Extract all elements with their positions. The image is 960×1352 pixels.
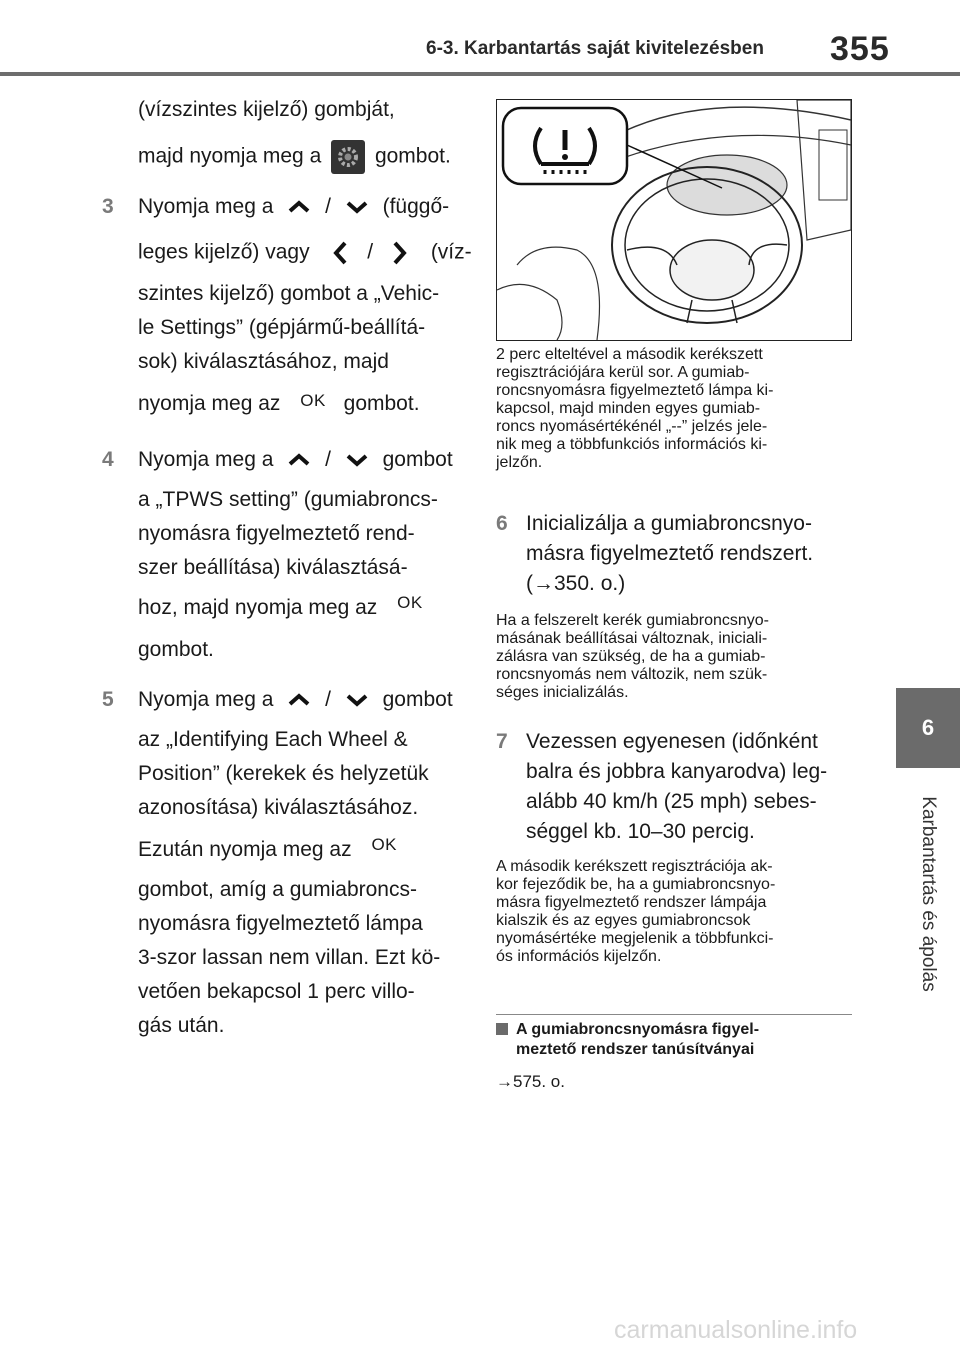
note-line: kialszik és az egyes gumiabroncsok [496,912,751,929]
intro-line-2 [138,140,451,174]
step-6-number: 6 [496,512,508,535]
step-4-line-6: gombot. [138,638,214,661]
step-4-line-1-tail: gombot [382,448,453,471]
caption-line: jelzőn. [496,454,543,471]
note-line: nyomásértéke megjelenik a többfunkci- [496,930,774,947]
step-3-line-3: szintes kijelző) gombot a „Vehic- [138,282,440,305]
step-6-line-2: másra figyelmeztető rendszert. [526,542,814,565]
note-line: A második kerékszett regisztrációja ak- [496,858,773,875]
step-5-line-1 [138,688,453,712]
chevron-right-icon [387,240,411,266]
certificate-reference[interactable]: →575. o. [496,1072,565,1091]
note-line: ós információs kijelzőn. [496,948,662,965]
section-title: 6-3. Karbantartás saját kivitelezésben [426,38,764,59]
step-6-note [496,612,856,702]
step-5-line-4: azonosítása) kiválasztásához. [138,796,419,819]
step-6-line-1: Inicializálja a gumiabroncsnyo- [526,512,812,535]
intro-line-1: (vízszintes kijelző) gombját, [138,98,395,121]
subheading-line-2: meztető rendszer tanúsítványai [516,1041,755,1058]
step-3-last-text: nyomja meg az [138,392,281,415]
chevron-down-icon [343,451,371,469]
caption-line: regisztrációjára kerül sor. A gumiab- [496,364,750,381]
intro-line-2-text: majd nyomja meg a [138,144,322,168]
step-5-line-1-tail: gombot [382,688,453,711]
step-3-line-1-text: Nyomja meg a [138,195,274,218]
step-3-line-5: sok) kiválasztásához, majd [138,350,389,373]
chevron-up-icon [285,198,313,216]
step-5-line-8: 3-szor lassan nem villan. Ezt kö- [138,946,441,969]
step-5-slash: / [325,688,331,711]
step-5-line-3: Position” (kerekek és helyzetük [138,762,429,785]
step-3-line-6 [138,392,420,416]
chapter-number: 6 [921,715,935,740]
caption-line: nik meg a többfunkciós információs ki- [496,436,768,453]
ok-button-label: OK [300,391,326,410]
step-3-last-tail: gombot. [343,392,420,415]
intro-line-2-tail: gombot. [374,144,451,168]
chapter-tab [896,688,960,768]
step-5-line-10: gás után. [138,1014,225,1037]
chevron-down-icon [343,198,371,216]
step-3-slash-1: / [325,195,331,218]
note-line: zálásra van szükség, de ha a gumiab- [496,648,766,665]
step-4-line-1 [138,448,453,472]
ok-button-label: OK [397,593,423,612]
dashboard-illustration [496,99,852,341]
step-3-line-1-tail: (függő- [382,195,450,218]
chapter-title: Karbantartás és ápolás [918,795,939,992]
header-rule [0,72,960,76]
step-7-number: 7 [496,730,508,753]
note-line: másának beállításai változnak, iniciali- [496,630,768,647]
step-4-line-2: a „TPWS setting” (gumiabroncs- [138,488,438,511]
chapter-title-vertical [896,786,960,1001]
step-3-number: 3 [102,195,114,218]
step-3-line-1 [138,195,449,219]
step-7-note [496,858,856,966]
section-divider [496,1014,852,1015]
step-4-line-5 [138,593,423,620]
watermark: carmanualsonline.info [614,1316,858,1344]
step-5-number: 5 [102,688,114,711]
note-line: Ha a felszerelt kerék gumiabroncsnyo- [496,612,770,629]
step-6-reference[interactable]: (→350. o.) [526,572,626,595]
step-5-line-9: vetően bekapcsol 1 perc villo- [138,980,415,1003]
chevron-down-icon [343,691,371,709]
step-3-line-2 [138,240,472,266]
step-5-ok-text: Ezután nyomja meg az [138,838,352,861]
page-number: 355 [830,30,890,68]
step-5-line-7: nyomásra figyelmeztető lámpa [138,912,423,935]
caption-line: 2 perc elteltével a második kerékszett [496,346,763,363]
step-4-number: 4 [102,448,114,471]
note-line: kor fejeződik be, ha a gumiabroncsnyo- [496,876,776,893]
step-7-line-1: Vezessen egyenesen (időnként [526,730,818,753]
step-4-ok-text: hoz, majd nyomja meg az [138,596,378,619]
heading-square-icon [496,1023,508,1035]
step-4-line-3: nyomásra figyelmeztető rend- [138,522,415,545]
step-3-slash-2: / [367,240,374,264]
note-line: másra figyelmeztető rendszer lámpája [496,894,767,911]
subheading-line-1: A gumiabroncsnyomásra figyel- [516,1021,760,1038]
caption-line: roncs nyomásértékénél „--” jelzés jele- [496,418,768,435]
chevron-left-icon [329,240,353,266]
step-5-line-5 [138,835,398,862]
caption-line: kapcsol, majd minden egyes gumiab- [496,400,761,417]
chevron-up-icon [285,451,313,469]
gear-button-icon [331,140,365,174]
step-7-line-2: balra és jobbra kanyarodva) leg- [526,760,828,783]
chevron-up-icon [285,691,313,709]
step-4-slash: / [325,448,331,471]
note-line: séges inicializálás. [496,684,629,701]
step-3-line-2-tail: (víz- [430,240,472,264]
step-3-line-4: le Settings” (gépjármű-beállítá- [138,316,426,339]
caption-line: roncsnyomásra figyelmeztető lámpa ki- [496,382,774,399]
illustration-caption [496,346,856,472]
step-7-line-3: alább 40 km/h (25 mph) sebes- [526,790,817,813]
step-4-line-4: szer beállítása) kiválasztásá- [138,556,408,579]
note-line: roncsnyomás nem változik, nem szük- [496,666,768,683]
step-4-line-1-text: Nyomja meg a [138,448,274,471]
step-5-line-6: gombot, amíg a gumiabroncs- [138,878,417,901]
step-5-line-1-text: Nyomja meg a [138,688,274,711]
step-7-line-4: séggel kb. 10–30 percig. [526,820,755,843]
step-3-line-2-text: leges kijelző) vagy [138,240,310,264]
ok-button-label: OK [371,835,398,854]
step-5-line-2: az „Identifying Each Wheel & [138,728,408,751]
